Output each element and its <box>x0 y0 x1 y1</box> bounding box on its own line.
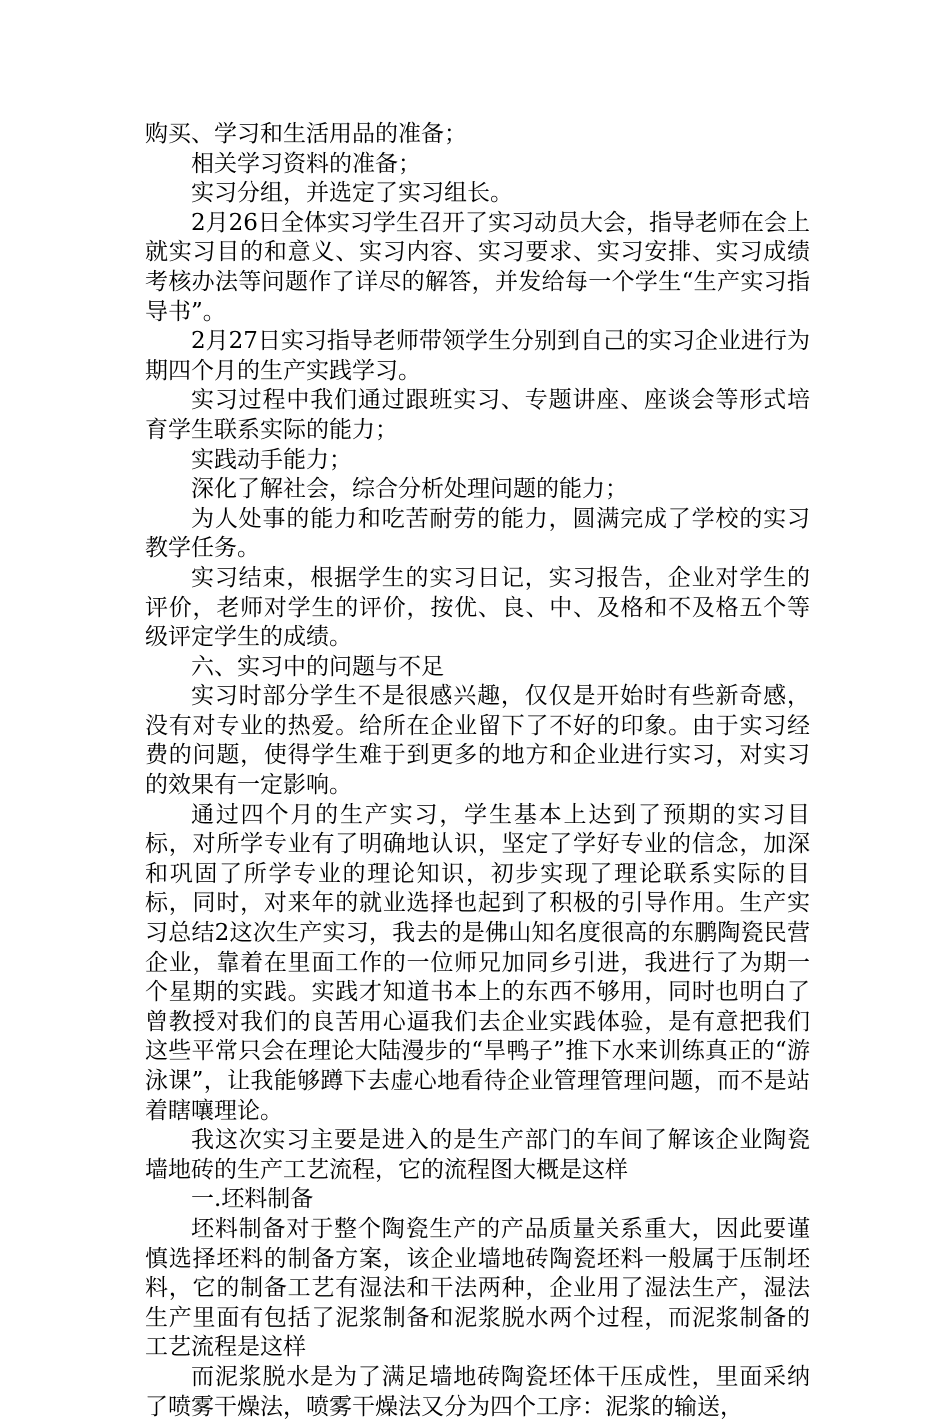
document-body <box>145 120 810 1422</box>
paragraph: 深化了解社会，综合分析处理问题的能力； <box>191 476 628 503</box>
paragraph: 购买、学习和生活用品的准备； <box>145 121 467 147</box>
paragraph: 实习时部分学生不是很感兴趣，仅仅是开始时有些新奇感，没有对专业的热爱。给所在企业留下了不好的印象。由于实习经费的问题，使得学生难于到更多的地方和企业进行实习，对实习的效果有一定影响。 <box>145 683 810 799</box>
paragraph: 为人处事的能力和吃苦耐劳的能力，圆满完成了学校的实习教学任务。 <box>145 505 810 562</box>
paragraph: 实习分组，并选定了实习组长。 <box>191 180 513 207</box>
paragraph: 实习结束，根据学生的实习日记，实习报告，企业对学生的评价，老师对学生的评价，按优、良、中、及格和不及格五个等级评定学生的成绩。 <box>145 564 810 651</box>
paragraph: 坯料制备对于整个陶瓷生产的产品质量关系重大，因此要谨慎选择坯料的制备方案，该企业墙地砖陶瓷坯料一般属于压制坯料，它的制备工艺有湿法和干法两种，企业用了湿法生产，湿法生产里面有包括了泥浆制备和泥浆脱水两个过程，而泥浆制备的工艺流程是这样 <box>145 1215 810 1361</box>
paragraph: 而泥浆脱水是为了满足墙地砖陶瓷坯体干压成性，里面采纳了喷雾干燥法，喷雾干燥法又分为四个工序：泥浆的输送， <box>145 1363 810 1420</box>
section-heading: 一.坯料制备 <box>191 1186 314 1213</box>
paragraph: 2月27日实习指导老师带领学生分别到自己的实习企业进行为期四个月的生产实践学习。 <box>145 328 810 384</box>
paragraph: 实践动手能力； <box>191 446 352 473</box>
paragraph: 我这次实习主要是进入的是生产部门的车间了解该企业陶瓷墙地砖的生产工艺流程，它的流程图大概是这样 <box>145 1127 810 1183</box>
paragraph: 相关学习资料的准备； <box>191 150 421 177</box>
paragraph: 通过四个月的生产实习，学生基本上达到了预期的实习目标，对所学专业有了明确地认识，坚定了学好专业的信念，加深和巩固了所学专业的理论知识，初步实现了理论联系实际的目标，同时，对来年的就业选择也起到了积极的引导作用。生产实习总结2这次生产实习，我去的是佛山知名度很高的东鹏陶瓷民营企业，靠着在里面工作的一位师兄加同乡引进，我进行了为期一个星期的实践。实践才知道书本上的东西不够用，同时也明白了曾教授对我们的良苦用心逼我们去企业实践体验，是有意把我们这些平常只会在理论大陆漫步的“旱鸭子”推下水来训练真正的“游泳课”，让我能够蹲下去虚心地看待企业管理管理问题，而不是站着瞎嚷理论。 <box>145 801 810 1124</box>
paragraph: 实习过程中我们通过跟班实习、专题讲座、座谈会等形式培育学生联系实际的能力； <box>145 387 810 443</box>
section-heading: 六、实习中的问题与不足 <box>191 653 444 680</box>
paragraph: 2月26日全体实习学生召开了实习动员大会，指导老师在会上就实习目的和意义、实习内容、实习要求、实习安排、实习成绩考核办法等问题作了详尽的解答，并发给每一个学生“生产实习指导书”。 <box>145 209 810 325</box>
